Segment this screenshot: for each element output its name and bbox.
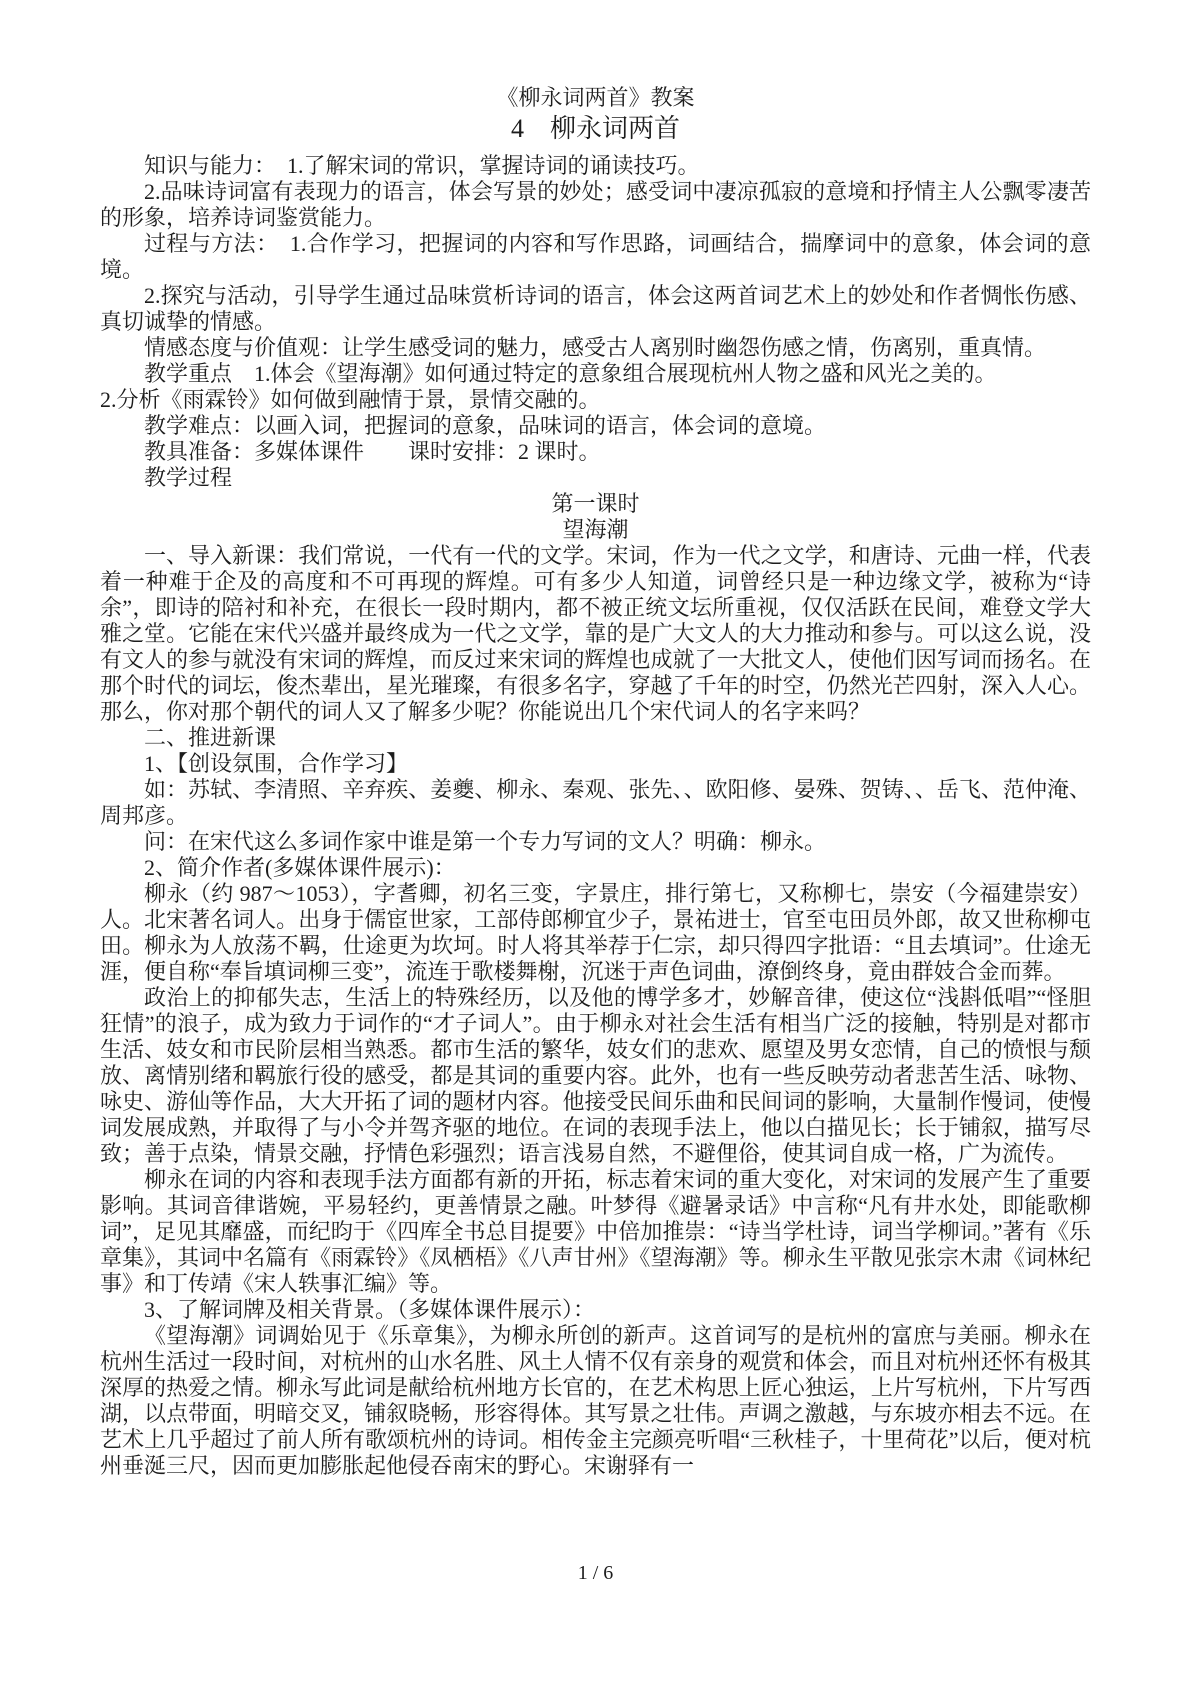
paragraph: 情感态度与价值观：让学生感受词的魅力，感受古人离别时幽怨伤感之情，伤离别，重真情。 [144, 335, 1047, 360]
paragraph: 3、了解词牌及相关背景。（多媒体课件展示）： [144, 1297, 596, 1322]
document-body [100, 153, 1091, 1479]
page-number: 1 / 6 [577, 1562, 614, 1584]
paragraph: 教学重点 1.体会《望海潮》如何通过特定的意象组合展现杭州人物之盛和风光之美的。 [144, 361, 997, 386]
document-title: 《柳永词两首》教案 [496, 85, 695, 110]
paragraph: 过程与方法： 1.合作学习，把握词的内容和写作思路，词画结合，揣摩词中的意象，体会词的意境。 [100, 231, 1091, 282]
paragraph: 柳永（约 987～1053），字耆卿，初名三变，字景庄，排行第七，又称柳七，崇安（今福建崇安）人。北宋著名词人。出身于儒宦世家，工部侍郎柳宜少子，景祐进士，官至屯田员外郎，故又世称柳屯田。柳永为人放荡不羁，仕途更为坎坷。时人将其举荐于仁宗，却只得四字批语：“且去填词”。仕途无涯，便自称“奉旨填词柳三变”，流连于歌楼舞榭，沉迷于声色词曲，潦倒终身，竟由群妓合金而葬。 [100, 881, 1091, 984]
paragraph: 政治上的抑郁失志，生活上的特殊经历，以及他的博学多才，妙解音律，使这位“浅斟低唱”“怪胆狂情”的浪子，成为致力于词作的“才子词人”。由于柳永对社会生活有相当广泛的接触，特别是对都市生活、妓女和市民阶层相当熟悉。都市生活的繁华，妓女们的悲欢、愿望及男女恋情，自己的愤恨与颓放、离情别绪和羁旅行役的感受，都是其词的重要内容。此外，也有一些反映劳动者悲苦生活、咏物、咏史、游仙等作品，大大开拓了词的题材内容。他接受民间乐曲和民间词的影响，大量制作慢词，使慢词发展成熟，并取得了与小令并驾齐驱的地位。在词的表现手法上，他以白描见长；长于铺叙，描写尽致；善于点染，情景交融，抒情色彩强烈；语言浅易自然，不避俚俗，使其词自成一格，广为流传。 [100, 985, 1091, 1166]
paragraph: 望海潮 [562, 517, 629, 542]
paragraph: 教具准备：多媒体课件 课时安排：2 课时。 [144, 439, 601, 464]
paragraph: 2.分析《雨霖铃》如何做到融情于景，景情交融的。 [100, 387, 601, 412]
lesson-title: 4 柳永词两首 [510, 114, 680, 143]
paragraph: 问：在宋代这么多词作家中谁是第一个专力写词的文人？明确：柳永。 [144, 829, 827, 854]
paragraph: 1、【创设氛围，合作学习】 [144, 751, 409, 776]
paragraph: 教学难点：以画入词，把握词的意象，品味词的语言，体会词的意境。 [144, 413, 827, 438]
paragraph: 知识与能力： 1.了解宋词的常识，掌握诗词的诵读技巧。 [144, 153, 700, 178]
paragraph: 第一课时 [551, 491, 640, 516]
paragraph: 一、导入新课：我们常说，一代有一代的文学。宋词，作为一代之文学，和唐诗、元曲一样，代表着一种难于企及的高度和不可再现的辉煌。可有多少人知道，词曾经只是一种边缘文学，被称为“诗余”，即诗的陪衬和补充，在很长一段时期内，都不被正统文坛所重视，仅仅活跃在民间，难登文学大雅之堂。它能在宋代兴盛并最终成为一代之文学，靠的是广大文人的大力推动和参与。可以这么说，没有文人的参与就没有宋词的辉煌，而反过来宋词的辉煌也成就了一大批文人，使他们因写词而扬名。在那个时代的词坛，俊杰辈出，星光璀璨，有很多名字，穿越了千年的时空，仍然光芒四射，深入人心。那么，你对那个朝代的词人又了解多少呢？你能说出几个宋代词人的名字来吗？ [100, 543, 1091, 724]
paragraph: 教学过程 [144, 465, 233, 490]
paragraph: 如：苏轼、李清照、辛弃疾、姜夔、柳永、秦观、张先、、欧阳修、晏殊、贺铸、、岳飞、范仲淹、周邦彦。 [100, 777, 1091, 828]
paragraph: 2.探究与活动，引导学生通过品味赏析诗词的语言，体会这两首词艺术上的妙处和作者惆怅伤感、真切诚挚的情感。 [100, 283, 1091, 334]
paragraph: 柳永在词的内容和表现手法方面都有新的开拓，标志着宋词的重大变化，对宋词的发展产生了重要影响。其词音律谐婉，平易轻约，更善情景之融。叶梦得《避暑录话》中言称“凡有井水处，即能歌柳词”，足见其靡盛，而纪昀于《四库全书总目提要》中倍加推崇：“诗当学杜诗，词当学柳词。”著有《乐章集》，其词中名篇有《雨霖铃》《凤栖梧》《八声甘州》《望海潮》等。柳永生平散见张宗木肃《词林纪事》和丁传靖《宋人轶事汇编》等。 [100, 1167, 1091, 1296]
paragraph: 2、简介作者(多媒体课件展示)： [144, 855, 456, 880]
content-column [100, 84, 1091, 1479]
paragraph: 2.品味诗词富有表现力的语言，体会写景的妙处；感受词中凄凉孤寂的意境和抒情主人公飘零凄苦的形象，培养诗词鉴赏能力。 [100, 179, 1091, 230]
paragraph: 《望海潮》词调始见于《乐章集》，为柳永所创的新声。这首词写的是杭州的富庶与美丽。柳永在杭州生活过一段时间，对杭州的山水名胜、风土人情不仅有亲身的观赏和体会，而且对杭州还怀有极其深厚的热爱之情。柳永写此词是献给杭州地方长官的，在艺术构思上匠心独运，上片写杭州，下片写西湖，以点带面，明暗交叉，铺叙晓畅，形容得体。其写景之壮伟。声调之激越，与东坡亦相去不远。在艺术上几乎超过了前人所有歌颂杭州的诗词。相传金主完颜亮听唱“三秋桂子，十里荷花”以后，便对杭州垂涎三尺，因而更加膨胀起他侵吞南宋的野心。宋谢驿有一 [100, 1323, 1091, 1478]
paragraph: 二、推进新课 [144, 725, 277, 750]
